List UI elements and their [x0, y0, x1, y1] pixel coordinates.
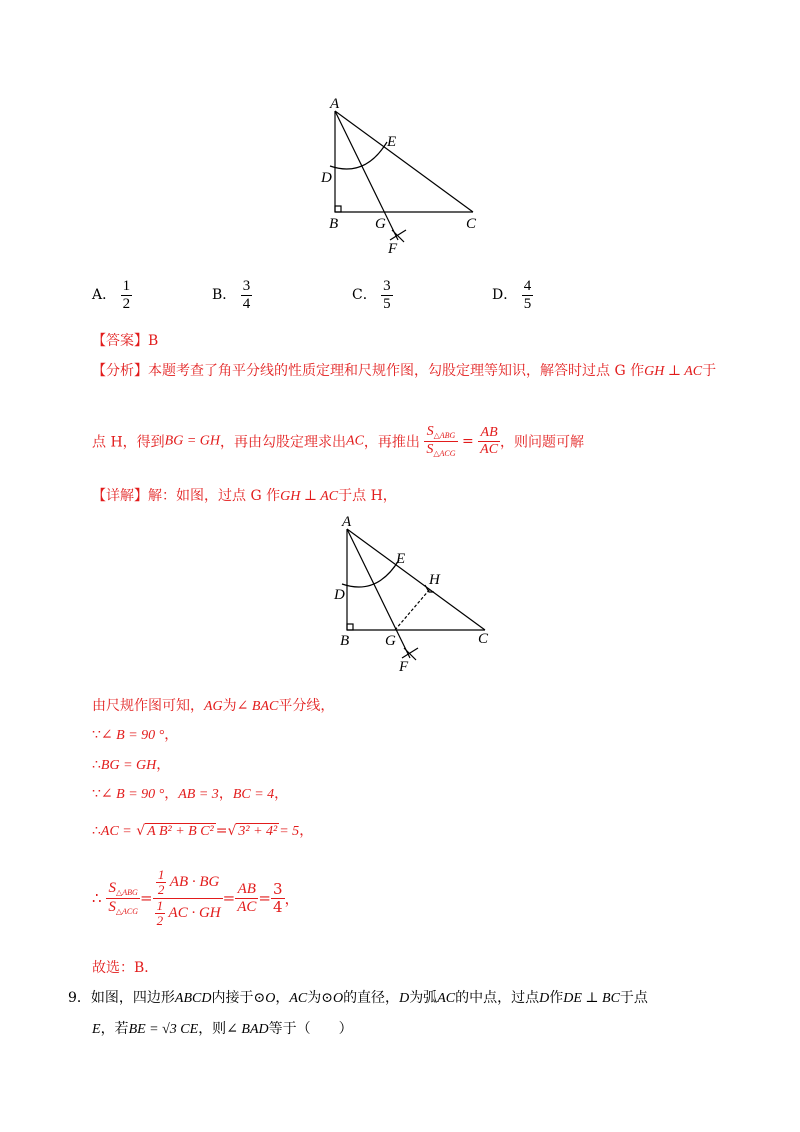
choice-c: C． $\frac{3}{5}$: [352, 278, 391, 312]
arc-de: [342, 560, 399, 587]
conclusion: 故选：B．: [92, 960, 159, 976]
right-angle-mark: [347, 624, 353, 630]
segment-af: [347, 529, 410, 658]
label-e: E: [396, 551, 406, 567]
label-d: D: [334, 587, 345, 603]
label-c: C: [466, 216, 477, 232]
step-2: ∵∠ B = 90 °，: [92, 727, 179, 743]
analysis-line-1: 【分析】本题考查了角平分线的性质定理和尺规作图，勾股定理等知识，解答时过点 G 作GH ⊥ AC于: [92, 363, 717, 379]
choice-c-fraction: $\frac{3}{5}$: [383, 278, 391, 312]
choice-d-fraction: $\frac{4}{5}$: [523, 278, 532, 312]
label-e: E: [387, 134, 397, 150]
label-f: F: [388, 241, 398, 257]
question-9-line-2: E，若BE = √3 CE，则∠ BAD等于（ ）: [92, 1021, 353, 1037]
choice-a: A． $\frac{1}{2}$: [92, 278, 131, 312]
step-3: ∴BG = GH，: [92, 757, 171, 773]
step-5: ∴AC = √ A B² + B C² =√ 3² + 4² = 5，: [92, 823, 314, 839]
analysis-line-2: 点 H，得到BG = GH，再由勾股定理求出AC，再推出 $\frac{S_{\triangle ABG}}{S_{\triangle ACG}}$ = $\frac{AB}{AC}$ ，则问题可解: [92, 424, 585, 458]
label-d: D: [321, 170, 332, 186]
right-angle-mark: [335, 206, 341, 212]
choice-d: D． $\frac{4}{5}$: [492, 278, 532, 312]
choice-a-fraction: $\frac{1}{2}$: [122, 278, 131, 312]
detail-line: 【详解】解：如图，过点 G 作GH ⊥ AC于点 H，: [92, 488, 397, 504]
segment-ac: [347, 529, 485, 630]
label-b: B: [329, 216, 339, 232]
segment-gh: [395, 589, 430, 630]
half-product-fraction: $\frac{1}{2}$ AB · BG $\frac{1}{2}$ AC · GH: [153, 868, 223, 928]
step-6: ∴ $\frac{S_{\triangle ABG}}{S_{\triangle ACG}}$ = $\frac{1}{2}$ AB · BG $\frac{1}{2}$ AC · GH = $\frac{AB}{AC}$ = $\frac{3}{4}$ ，: [92, 867, 300, 928]
choice-b: B． $\frac{3}{4}$: [212, 278, 251, 312]
label-a: A: [342, 514, 352, 530]
choice-b-fraction: $\frac{3}{4}$: [242, 278, 251, 312]
answer-line: 【答案】B: [92, 333, 159, 349]
label-b: B: [340, 633, 350, 649]
result-fraction: $\frac{3}{4}$: [272, 880, 283, 916]
step-4: ∵∠ B = 90 °，AB = 3，BC = 4，: [92, 786, 289, 802]
label-h: H: [429, 572, 440, 588]
step-1: 由尺规作图可知，AG为∠ BAC平分线，: [92, 698, 335, 714]
segment-af: [335, 111, 398, 240]
label-c: C: [478, 631, 489, 647]
label-g: G: [385, 633, 396, 649]
arc-de: [330, 142, 387, 169]
area-ratio-fraction: $\frac{S_{\triangle ABG}}{S_{\triangle ACG}}$: [426, 424, 456, 458]
cross-mark: [402, 648, 418, 658]
side-ratio-fraction: $\frac{AB}{AC}$: [480, 425, 499, 457]
figure-2: [322, 508, 522, 678]
segment-ac: [335, 111, 473, 212]
side-ratio-fraction: $\frac{AB}{AC}$: [237, 881, 257, 915]
label-f: F: [399, 659, 409, 675]
label-a: A: [330, 96, 340, 112]
question-9-line-1: 9．如图，四边形ABCD内接于⊙O，AC为⊙O的直径，D为弧AC的中点，过点D作DE ⊥ BC于点: [68, 990, 648, 1006]
label-g: G: [375, 216, 386, 232]
cross-mark: [390, 230, 406, 240]
figure-1: [310, 90, 510, 260]
area-ratio-fraction: $\frac{S_{\triangle ABG}}{S_{\triangle ACG}}$: [108, 879, 138, 916]
